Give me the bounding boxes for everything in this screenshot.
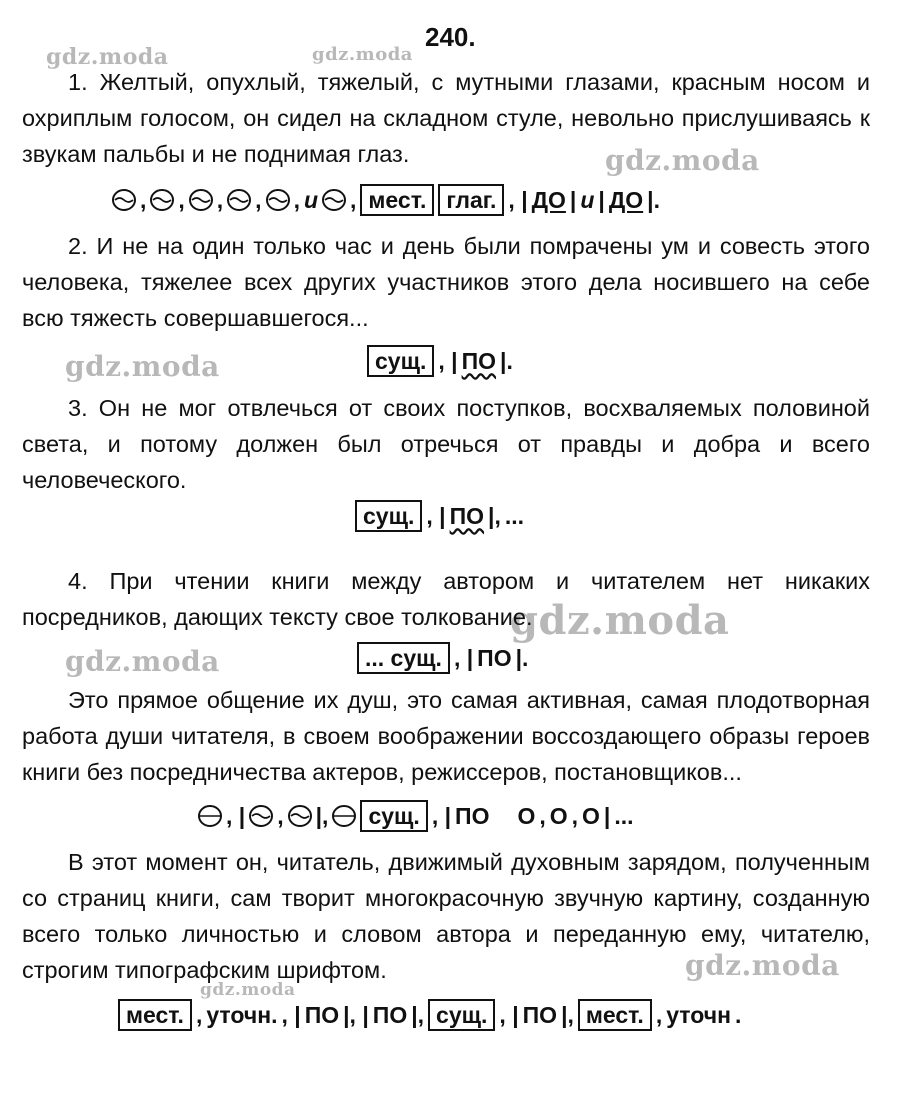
adjective-oval-icon (198, 804, 222, 828)
ellipsis: ... (504, 502, 525, 529)
do-label: ДО (531, 186, 566, 213)
participle-oval-icon (112, 188, 136, 212)
pronoun-box: мест. (360, 184, 434, 216)
o-label: О (549, 802, 568, 829)
participle-oval-icon (322, 188, 346, 212)
scheme-1: , , , , , и , мест. глаг. , | ДО | и | ДО |. (112, 184, 660, 216)
watermark: gdz.moda (65, 350, 220, 383)
ellipsis: ... (614, 802, 634, 829)
po-label: ПО (372, 1001, 408, 1028)
o-label: О (517, 802, 536, 829)
adjective-oval-icon (332, 804, 356, 828)
paragraph-3: 3. Он не мог отвлечься от своих поступков, восхваляемых половиной света, и потому должен был отречься от правды и добра и всего человеческого. (22, 395, 870, 493)
conjunction-i: и (303, 186, 319, 213)
exercise-number: 240. (425, 22, 476, 52)
participle-oval-icon (249, 804, 273, 828)
participle-oval-icon (266, 188, 290, 212)
watermark: gdz.moda (685, 949, 840, 982)
pronoun-box: мест. (118, 999, 192, 1031)
participle-oval-icon (288, 804, 312, 828)
watermark: gdz.moda (46, 44, 169, 70)
participle-oval-icon (227, 188, 251, 212)
po-label: ПО (304, 1001, 340, 1028)
paragraph-2: 2. И не на один только час и день были помрачены ум и совесть этого человека, тяжелее всех других участников этого дела носившего на себе всю тяжесть совершавшегося... (22, 233, 870, 331)
scheme-6: мест. , уточн. , | ПО |, | ПО |, сущ. , | ПО |, мест. , уточн . (118, 999, 741, 1031)
scheme-5: , | , |, сущ. , | ПО О , О , О | ... (198, 800, 634, 832)
po-label: ПО (455, 802, 490, 829)
po-label: ПО (477, 644, 512, 671)
noun-box: сущ. (355, 500, 422, 532)
participle-oval-icon (189, 188, 213, 212)
noun-box: сущ. (428, 999, 495, 1031)
watermark: gdz.moda (510, 597, 730, 644)
watermark: gdz.moda (200, 980, 296, 1000)
paragraph-1: 1. Желтый, опухлый, тяжелый, с мутными глазами, красным носом и охриплым голосом, он сидел на складном стуле, невольно прислушиваясь к звукам пальбы и не поднимая глаз. (22, 69, 870, 167)
watermark: gdz.moda (312, 44, 413, 65)
conjunction-i: и (580, 186, 595, 213)
po-label: ПО (522, 1001, 558, 1028)
po-label: ПО (461, 347, 497, 374)
scheme-3: сущ. , | ПО |, ... (355, 500, 524, 532)
utochn-label: уточн. (206, 1001, 278, 1028)
verb-box: глаг. (438, 184, 504, 216)
do-label: ДО (608, 186, 644, 213)
paragraph-5: Это прямое общение их душ, это самая активная, самая плодотворная работа души читателя, в своем воображении воссоздающего образы героев книги без посредничества актеров, режиссеров, постановщиков... (22, 687, 870, 785)
paragraph-6: В этот момент он, читатель, движимый духовным зарядом, полученным со страниц книги, сам творит многокрасочную звучную картину, созданную всего только личностью и словом автора и переданную ему, читателю, строгим типографским шрифтом. (22, 849, 870, 983)
noun-box: ... сущ. (357, 642, 450, 674)
scheme-4: ... сущ. , | ПО |. (357, 642, 528, 674)
scheme-2: сущ. , | ПО |. (367, 345, 513, 377)
paragraph-4: 4. При чтении книги между автором и читателем нет никаких посредников, дающих тексту свое толкование. (22, 568, 870, 630)
noun-box: сущ. (360, 800, 427, 832)
watermark: gdz.moda (605, 144, 760, 177)
o-label: О (582, 802, 600, 829)
pronoun-box: мест. (578, 999, 652, 1031)
po-label: ПО (449, 502, 485, 529)
noun-box: сущ. (367, 345, 434, 377)
participle-oval-icon (150, 188, 174, 212)
watermark: gdz.moda (65, 645, 220, 678)
utochn-label: уточн (666, 1001, 731, 1028)
